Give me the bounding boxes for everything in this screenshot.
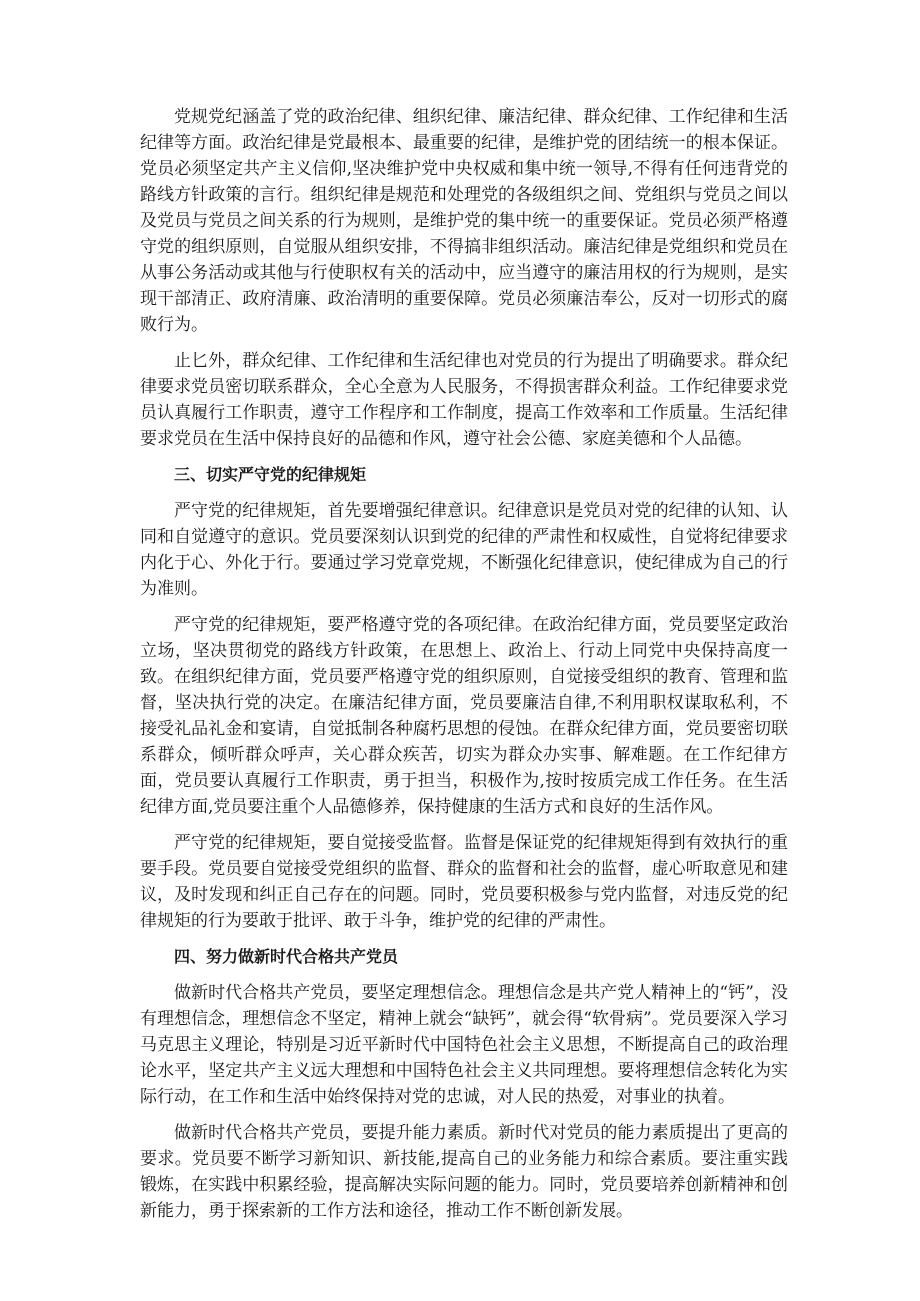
paragraph-firm-ideals: 做新时代合格共产党员，要坚定理想信念。理想信念是共产党人精神上的“钙”，没有理想信念，理想信念不坚定，精神上就会“缺钙”，就会得“软骨病”。党员要深入学习马克思主义理论，特别是习近平新时代中国特色社会主义思想，不断提高自己的政治理论水平，坚定共产主义远大理想和中国特色社会主义共同理想。要将理想信念转化为实际行动，在工作和生活中始终保持对党的忠诚，对人民的热爱，对事业的执着。 xyxy=(140,983,788,1107)
paragraph-improve-abilities: 做新时代合格共产党员，要提升能力素质。新时代对党员的能力素质提出了更高的要求。党员要不断学习新知识、新技能,提高自己的业务能力和综合素质。要注重实践锻炼，在实践中积累经验，提高解决实际问题的能力。同时，党员要培养创新精神和创新能力，勇于探索新的工作方法和途径，推动工作不断创新发展。 xyxy=(140,1123,788,1221)
document-body xyxy=(140,104,788,1234)
paragraph-discipline-awareness: 严守党的纪律规矩，首先要增强纪律意识。纪律意识是党员对党的纪律的认知、认同和自觉遵守的意识。党员要深刻认识到党的纪律的严肃性和权威性，自觉将纪律要求内化于心、外化于行。要通过学习党章党规，不断强化纪律意识，使纪律成为自己的行为准则。 xyxy=(140,501,788,599)
paragraph-accept-supervision: 严守党的纪律规矩，要自觉接受监督。监督是保证党的纪律规矩得到有效执行的重要手段。党员要自觉接受党组织的监督、群众的监督和社会的监督，虚心听取意见和建议，及时发现和纠正自己存在的问题。同时，党员要积极参与党内监督，对违反党的纪律规矩的行为要敢于批评、敢于斗争，维护党的纪律的严肃性。 xyxy=(140,833,788,931)
section-heading-4: 四、努力做新时代合格共产党员 xyxy=(174,947,399,966)
paragraph-party-discipline-scope: 党规党纪涵盖了党的政治纪律、组织纪律、廉洁纪律、群众纪律、工作纪律和生活纪律等方面。政治纪律是党最根本、最重要的纪律，是维护党的团结统一的根本保证。党员必须坚定共产主义信仰,坚决维护党中央权威和集中统一领导,不得有任何违背党的路线方针政策的言行。组织纪律是规范和处理党的各级组织之间、党组织与党员之间以及党员与党员之间关系的行为规则，是维护党的集中统一的重要保证。党员必须严格遵守党的组织原则，自觉服从组织安排，不得搞非组织活动。廉洁纪律是党组织和党员在从事公务活动或其他与行使职权有关的活动中，应当遵守的廉洁用权的行为规则，是实现干部清正、政府清廉、政治清明的重要保障。党员必须廉洁奉公，反对一切形式的腐败行为。 xyxy=(140,107,788,335)
paragraph-other-disciplines: 止匕外，群众纪律、工作纪律和生活纪律也对党员的行为提出了明确要求。群众纪律要求党员密切联系群众，全心全意为人民服务，不得损害群众利益。工作纪律要求党员认真履行工作职责，遵守工作程序和工作制度，提高工作效率和工作质量。生活纪律要求党员在生活中保持良好的品德和作风，遵守社会公德、家庭美德和个人品德。 xyxy=(140,351,788,449)
section-heading-3: 三、切实严守党的纪律规矩 xyxy=(174,465,367,484)
paragraph-obey-disciplines: 严守党的纪律规矩，要严格遵守党的各项纪律。在政治纪律方面，党员要坚定政治立场，坚决贯彻党的路线方针政策，在思想上、政治上、行动上同党中央保持高度一致。在组织纪律方面，党员要严格遵守党的组织原则，自觉接受组织的教育、管理和监督，坚决执行党的决定。在廉洁纪律方面，党员要廉洁自律,不利用职权谋取私利，不接受礼品礼金和宴请，自觉抵制各种腐朽思想的侵蚀。在群众纪律方面，党员要密切联系群众，倾听群众呼声，关心群众疾苦，切实为群众办实事、解难题。在工作纪律方面，党员要认真履行工作职责，勇于担当，积极作为,按时按质完成工作任务。在生活纪律方面,党员要注重个人品德修养，保持健康的生活方式和良好的生活作风。 xyxy=(140,615,788,817)
